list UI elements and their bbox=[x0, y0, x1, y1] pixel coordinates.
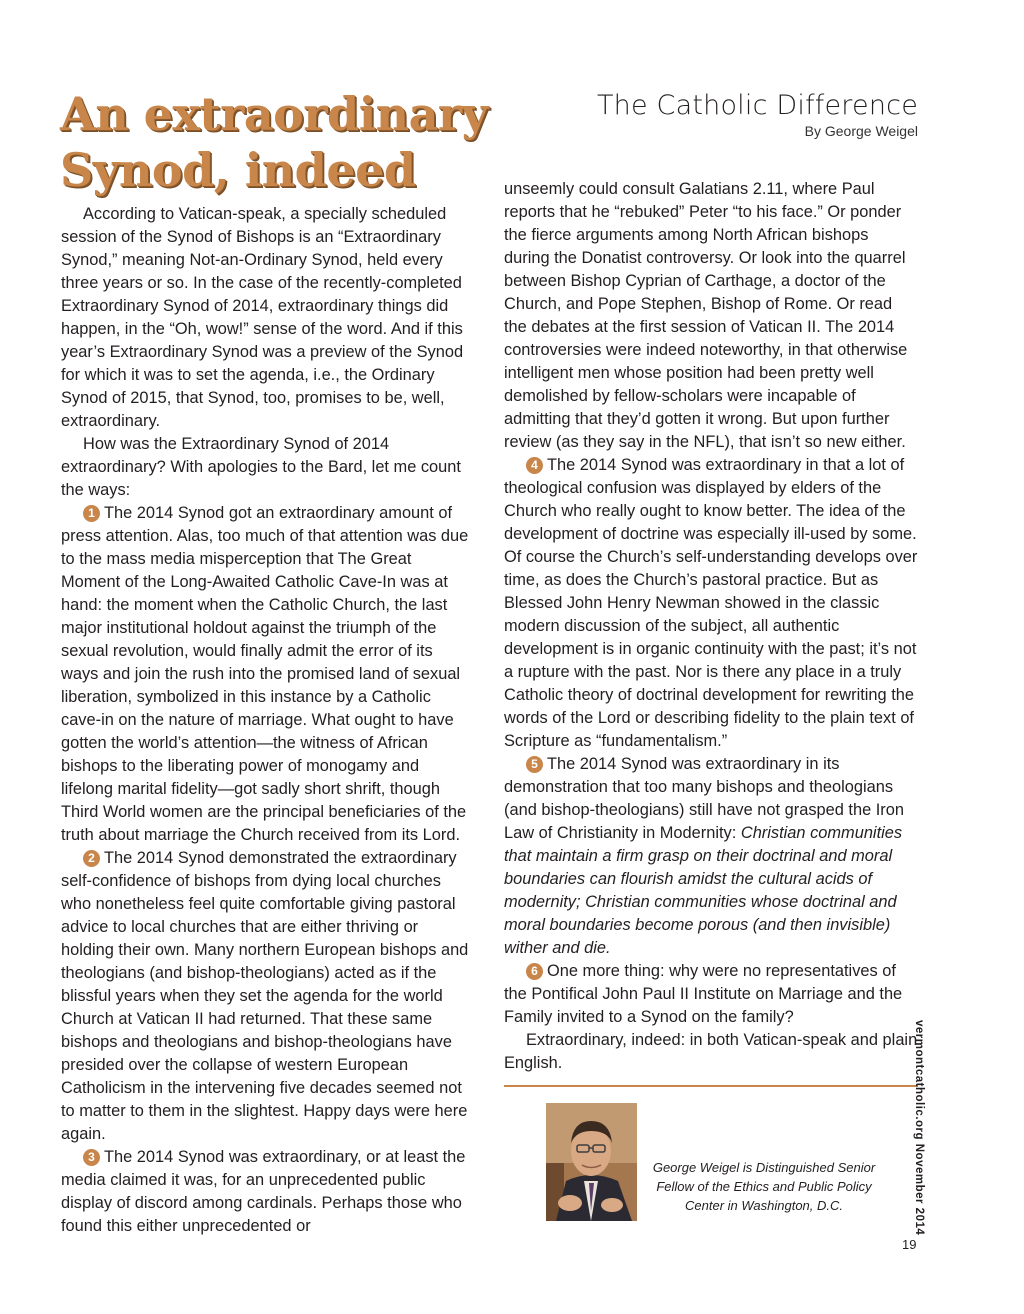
paragraph: Extraordinary, indeed: in both Vatican-speak and plain English. bbox=[504, 1031, 918, 1072]
paragraph-text: The 2014 Synod was extraordinary, or at least the media claimed it was, for an unprecedented public display of discord among cardinals. Perhaps those who found this either unprecedented or bbox=[61, 1148, 466, 1235]
paragraph bbox=[504, 454, 918, 753]
number-badge-icon: 2 bbox=[83, 850, 100, 867]
page-number: 19 bbox=[902, 1237, 917, 1252]
author-caption: George Weigel is Distinguished Senior Fellow of the Ethics and Public Policy Center in Washington, D.C. bbox=[652, 1160, 876, 1213]
paragraph: unseemly could consult Galatians 2.11, where Paul reports that he “rebuked” Peter “to his face.” Or ponder the fierce arguments among North African bishops during the Donatist controversy. Or look into the quarrel between Bishop Cyprian of Carthage, a doctor of the Church, and Pope Stephen, Bishop of Rome. Or read the debates at the first session of Vatican II. The 2014 controversies were indeed noteworthy, in that otherwise intelligent men whose position had been pretty well demolished by fellow-scholars were incapable of admitting that they’d gotten it wrong. But upon further review (as they say in the NFL), that isn’t so new either. bbox=[504, 180, 908, 451]
column-header bbox=[597, 90, 918, 139]
article-title: An extraordinary Synod, indeed bbox=[60, 87, 488, 197]
side-footer-text: vermontcatholic.org November 2014 bbox=[913, 1020, 925, 1236]
text-column-left bbox=[61, 203, 473, 1238]
author-portrait-icon bbox=[546, 1103, 637, 1221]
byline: By George Weigel bbox=[804, 123, 918, 139]
paragraph bbox=[504, 753, 918, 960]
number-badge-icon: 3 bbox=[83, 1149, 100, 1166]
paragraph-text: The 2014 Synod was extraordinary in its demonstration that too many bishops and theologians (and bishop-theologians) still have not grasped the Iron Law of Christianity in Modernity: bbox=[504, 755, 905, 842]
text-column-right bbox=[504, 178, 918, 1075]
number-badge-icon: 5 bbox=[526, 756, 543, 773]
paragraph bbox=[504, 960, 918, 1029]
number-badge-icon: 4 bbox=[526, 457, 543, 474]
paragraph-text: One more thing: why were no representatives of the Pontifical John Paul II Institute on Marriage and the Family invited to a Synod on the family? bbox=[504, 962, 903, 1026]
number-badge-icon: 1 bbox=[83, 505, 100, 522]
paragraph: According to Vatican-speak, a specially scheduled session of the Synod of Bishops is an “Extraordinary Synod,” meaning Not-an-Ordinary Synod, held every three years or so. In the case of the recently-completed Extraordinary Synod of 2014, extraordinary things did happen, in the “Oh, wow!” sense of the word. And if this year’s Extraordinary Synod was a preview of the Synod for which it was to set the agenda, i.e., the Ordinary Synod of 2015, that Synod, too, promises to be, well, extraordinary. bbox=[61, 205, 464, 430]
paragraph-text: The 2014 Synod demonstrated the extraordinary self-confidence of bishops from dying local churches who nonetheless feel quite comfortable giving pastoral advice to local churches that are either thriving or holding their own. Many northern European bishops and theologians (and bishop-theologians) acted as if the blissful years when they set the agenda for the world Church at Vatican II had returned. That these same bishops and theologians and bishop-theologians have presided over the collapse of western European Catholicism in the intervening five decades seemed not to matter to them in the slightest. Happy days were here again. bbox=[61, 849, 469, 1143]
paragraph-text: The 2014 Synod got an extraordinary amount of press attention. Alas, too much of that attention was due to the mass media misperception that The Great Moment of the Long-Awaited Catholic Cave-In was at hand: the moment when the Catholic Church, the last major institutional holdout against the triumph of the sexual revolution, would finally admit the error of its ways and join the rush into the promised land of sexual liberation, symbolized in this instance by a Catholic cave-in on the nature of marriage. What ought to have gotten the world’s attention—the witness of African bishops to the liberating power of monogamy and lifelong marital fidelity—got sadly short shrift, though Third World women are the principal beneficiaries of the truth about marriage the Church received from its Lord. bbox=[61, 504, 469, 844]
paragraph bbox=[61, 847, 473, 1146]
number-badge-icon: 6 bbox=[526, 963, 543, 980]
author-photo bbox=[546, 1103, 637, 1221]
column-name: The Catholic Difference bbox=[596, 90, 918, 121]
divider bbox=[504, 1085, 918, 1087]
paragraph bbox=[61, 502, 473, 847]
paragraph-italic: Christian communities that maintain a firm grasp on their doctrinal and moral boundaries can flourish amidst the cultural acids of modernity; Christian communities whose doctrinal and moral boundaries become porous (and then invisible) wither and die. bbox=[504, 824, 903, 957]
paragraph-text: The 2014 Synod was extraordinary in that a lot of theological confusion was displayed by elders of the Church who really ought to know better. The idea of the development of doctrine was especially ill-used by some. Of course the Church’s self-understanding develops over time, as does the Church’s pastoral practice. But as Blessed John Henry Newman showed in the classic modern discussion of the subject, all authentic development is in organic continuity with the past; it’s not a rupture with the past. Nor is there any place in a truly Catholic theory of doctrinal development for rewriting the words of the Lord or describing fidelity to the plain text of Scripture as “fundamentalism.” bbox=[504, 456, 918, 750]
paragraph bbox=[61, 1146, 473, 1238]
paragraph: How was the Extraordinary Synod of 2014 extraordinary? With apologies to the Bard, let me count the ways: bbox=[61, 435, 461, 499]
